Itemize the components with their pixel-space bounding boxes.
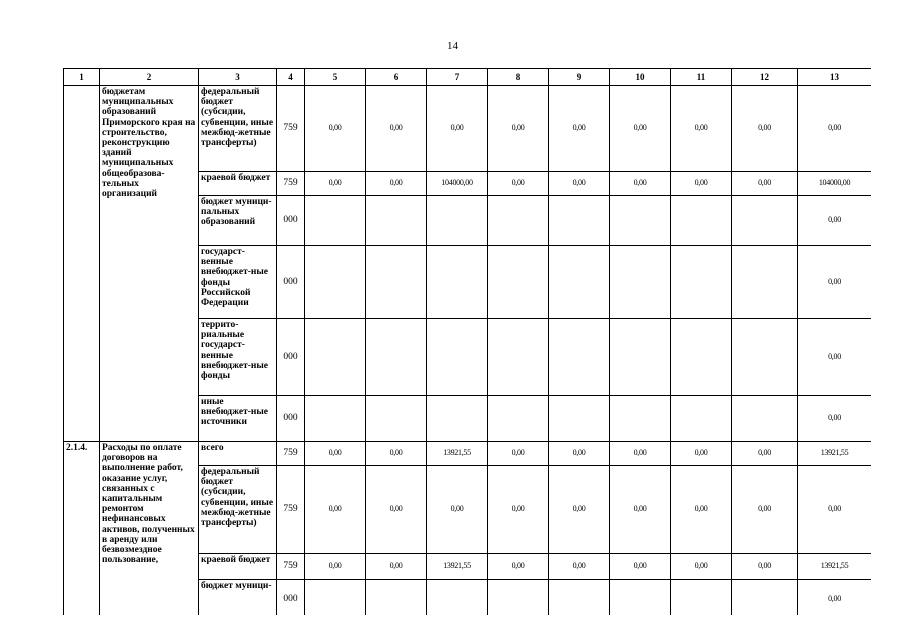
value-cell: [610, 396, 671, 442]
column-header: 2: [100, 69, 199, 86]
value-cell: 0,00: [732, 172, 798, 196]
value-cell: [488, 396, 549, 442]
funding-source-cell: иные внебюджет-ные источники: [199, 396, 277, 442]
value-cell: [305, 319, 366, 396]
code-cell: 759: [277, 172, 305, 196]
funding-source-cell: всего: [199, 442, 277, 466]
table-container: [63, 68, 871, 615]
value-cell: 0,00: [549, 172, 610, 196]
column-header: 6: [366, 69, 427, 86]
column-header: 4: [277, 69, 305, 86]
funding-source-cell: бюджет муници-пальных образований: [199, 196, 277, 246]
total-cell: 0,00: [798, 580, 872, 616]
total-cell: 0,00: [798, 246, 872, 319]
value-cell: [366, 196, 427, 246]
value-cell: 0,00: [305, 466, 366, 554]
code-cell: 759: [277, 554, 305, 580]
value-cell: [732, 319, 798, 396]
value-cell: 0,00: [671, 86, 732, 172]
funding-source-cell: бюджет муници-: [199, 580, 277, 616]
value-cell: 13921,55: [427, 442, 488, 466]
value-cell: [732, 396, 798, 442]
value-cell: [549, 196, 610, 246]
column-header: 7: [427, 69, 488, 86]
code-cell: 759: [277, 466, 305, 554]
value-cell: 0,00: [671, 554, 732, 580]
item-description-cell: Расходы по оплате договоров на выполнение работ, оказание услуг, связанных с капитальным ремонтом нефинансовых активов, полученных в аренду или безвозмездное пользование,: [100, 442, 199, 616]
value-cell: 0,00: [366, 86, 427, 172]
value-cell: 0,00: [427, 86, 488, 172]
value-cell: 0,00: [366, 172, 427, 196]
value-cell: [366, 580, 427, 616]
value-cell: [427, 396, 488, 442]
value-cell: 0,00: [305, 86, 366, 172]
total-cell: 13921,55: [798, 442, 872, 466]
value-cell: 0,00: [549, 466, 610, 554]
value-cell: 0,00: [610, 442, 671, 466]
value-cell: [671, 246, 732, 319]
value-cell: 0,00: [366, 554, 427, 580]
total-cell: 13921,55: [798, 554, 872, 580]
value-cell: [366, 246, 427, 319]
total-cell: 0,00: [798, 396, 872, 442]
header-row: [64, 69, 872, 86]
code-cell: 000: [277, 319, 305, 396]
item-description-cell: бюджетам муниципальных образований Приморского края на строительство, реконструкцию зданий муниципальных общеобразова-тельных организаций: [100, 86, 199, 442]
value-cell: 0,00: [488, 554, 549, 580]
value-cell: [305, 580, 366, 616]
code-cell: 759: [277, 86, 305, 172]
value-cell: [488, 580, 549, 616]
column-header: 5: [305, 69, 366, 86]
value-cell: 0,00: [305, 554, 366, 580]
value-cell: [671, 580, 732, 616]
column-header: 1: [64, 69, 100, 86]
value-cell: [671, 319, 732, 396]
funding-source-cell: краевой бюджет: [199, 172, 277, 196]
column-header: 8: [488, 69, 549, 86]
value-cell: 104000,00: [427, 172, 488, 196]
value-cell: [610, 319, 671, 396]
column-header: 11: [671, 69, 732, 86]
value-cell: [671, 396, 732, 442]
value-cell: 0,00: [549, 86, 610, 172]
column-header: 13: [798, 69, 872, 86]
value-cell: 0,00: [732, 466, 798, 554]
column-header: 12: [732, 69, 798, 86]
funding-source-cell: краевой бюджет: [199, 554, 277, 580]
value-cell: [427, 319, 488, 396]
item-number-cell: 2.1.4.: [64, 442, 100, 616]
column-header: 9: [549, 69, 610, 86]
table-row: [64, 442, 872, 466]
value-cell: 0,00: [305, 172, 366, 196]
value-cell: [549, 580, 610, 616]
column-header: 10: [610, 69, 671, 86]
value-cell: [549, 396, 610, 442]
value-cell: [549, 319, 610, 396]
value-cell: [366, 319, 427, 396]
value-cell: 0,00: [549, 554, 610, 580]
code-cell: 000: [277, 580, 305, 616]
funding-source-cell: террито-риальные государст-венные внебюджет-ные фонды: [199, 319, 277, 396]
total-cell: 104000,00: [798, 172, 872, 196]
code-cell: 759: [277, 442, 305, 466]
item-number-cell: [64, 86, 100, 442]
value-cell: 0,00: [671, 442, 732, 466]
funding-source-cell: федеральный бюджет (субсидии, субвенции, иные межбюд-жетные трансферты): [199, 86, 277, 172]
value-cell: 0,00: [488, 442, 549, 466]
value-cell: 0,00: [610, 554, 671, 580]
value-cell: [488, 319, 549, 396]
value-cell: [732, 580, 798, 616]
value-cell: 0,00: [732, 554, 798, 580]
value-cell: [427, 246, 488, 319]
code-cell: 000: [277, 246, 305, 319]
value-cell: 0,00: [488, 86, 549, 172]
page-number: 14: [447, 40, 458, 52]
value-cell: 0,00: [366, 442, 427, 466]
value-cell: [732, 196, 798, 246]
code-cell: 000: [277, 196, 305, 246]
table-row: [64, 86, 872, 172]
value-cell: 0,00: [610, 86, 671, 172]
value-cell: 0,00: [427, 466, 488, 554]
value-cell: [305, 196, 366, 246]
value-cell: 0,00: [732, 442, 798, 466]
value-cell: 0,00: [366, 466, 427, 554]
value-cell: 0,00: [610, 466, 671, 554]
total-cell: 0,00: [798, 319, 872, 396]
funding-source-cell: государст-венные внебюджет-ные фонды Российской Федерации: [199, 246, 277, 319]
value-cell: 13921,55: [427, 554, 488, 580]
total-cell: 0,00: [798, 86, 872, 172]
value-cell: [732, 246, 798, 319]
budget-table: [63, 68, 871, 615]
value-cell: [366, 396, 427, 442]
value-cell: [610, 196, 671, 246]
value-cell: 0,00: [305, 442, 366, 466]
value-cell: 0,00: [488, 466, 549, 554]
value-cell: 0,00: [610, 172, 671, 196]
value-cell: 0,00: [549, 442, 610, 466]
value-cell: [427, 580, 488, 616]
value-cell: 0,00: [732, 86, 798, 172]
value-cell: 0,00: [488, 172, 549, 196]
value-cell: [610, 246, 671, 319]
total-cell: 0,00: [798, 196, 872, 246]
column-header: 3: [199, 69, 277, 86]
value-cell: [305, 246, 366, 319]
value-cell: [488, 196, 549, 246]
value-cell: [305, 396, 366, 442]
funding-source-cell: федеральный бюджет (субсидии, субвенции, иные межбюд-жетные трансферты): [199, 466, 277, 554]
value-cell: 0,00: [671, 466, 732, 554]
value-cell: [427, 196, 488, 246]
value-cell: [610, 580, 671, 616]
value-cell: [671, 196, 732, 246]
total-cell: 0,00: [798, 466, 872, 554]
code-cell: 000: [277, 396, 305, 442]
value-cell: [488, 246, 549, 319]
value-cell: 0,00: [671, 172, 732, 196]
value-cell: [549, 246, 610, 319]
